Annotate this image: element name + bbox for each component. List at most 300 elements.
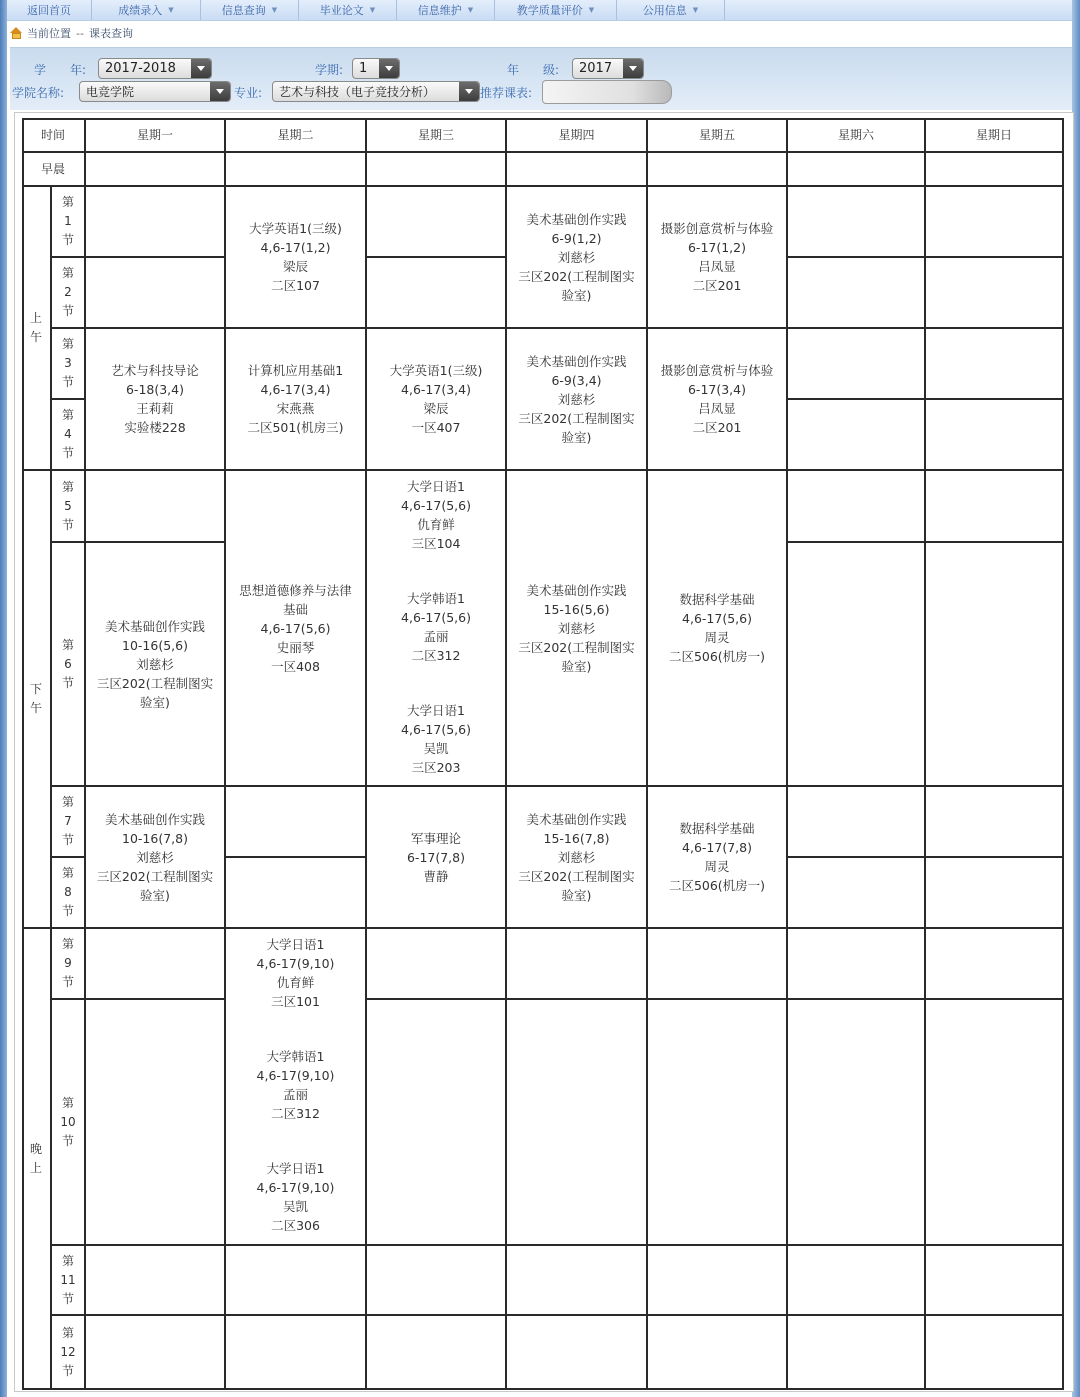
course-weeks: 10-16(7,8) [122,830,188,846]
course-room: 三区202(工程制图实 [96,675,214,691]
cell-fri-p12b [648,1316,788,1390]
period-char: 节 [61,233,74,247]
header-sunday [926,118,1064,153]
period-char: 第 [61,937,74,951]
period-char: 第 [61,637,74,652]
course-room: 二区201 [692,420,742,435]
period-char: 第 [61,195,74,209]
period-char: 7 [64,814,72,828]
nav-teaching-evaluation-label: 教学质量评价 [516,4,583,17]
cell-morning-thu [507,153,648,187]
course-weeks: 4,6-17(9,10) [256,1180,335,1195]
course-entry [97,810,213,905]
course-room: 三区202(工程制图实 [518,868,635,884]
course-room: 二区312 [411,648,461,663]
course-entry [518,352,634,447]
recommend-label: 推荐课表: [480,86,533,100]
group-char: 晚 [29,1141,42,1156]
course-entry [401,477,471,553]
course-teacher: 仇育鲜 [276,975,315,990]
course-teacher: 王莉莉 [136,401,174,416]
header-tuesday [226,118,367,153]
header-time [22,118,86,153]
year-label: 学 年: [34,63,87,77]
course-teacher: 刘慈杉 [557,391,596,407]
chevron-down-icon: ▼ [369,6,376,14]
cell-wed-p10 [367,1000,507,1246]
cell-sun-p8 [926,858,1064,929]
course-room-cont: 验室) [561,287,592,303]
nav-info-query[interactable] [201,0,299,20]
cell-fri-p12[interactable] [648,187,788,329]
nav-public-info[interactable] [617,0,725,20]
period-char: 第 [61,866,74,880]
course-weeks: 4,6-17(1,2) [260,240,331,255]
period-4 [52,400,86,471]
cell-sun-p12 [926,1316,1064,1390]
group-evening [22,929,52,1390]
cell-morning-sun [926,153,1064,187]
course-room: 三区104 [411,536,461,551]
cell-tue-p8 [226,858,367,929]
college-select-value: 电竞学院 [86,85,135,99]
header-sunday-label: 星期日 [975,127,1012,142]
cell-tue-p11 [226,1246,367,1316]
cell-thu-p9 [507,929,648,1000]
cell-sat-p1 [788,187,926,258]
course-name: 思想道德修养与法律 [239,582,352,598]
cell-morning-wed [367,153,507,187]
course-teacher: 刘慈杉 [557,849,596,865]
course-entry [669,819,765,895]
course-entry [249,219,342,295]
period-9 [52,929,86,1000]
course-entry [257,935,335,1011]
header-friday-label: 星期五 [698,127,735,142]
nav-home[interactable] [7,0,92,20]
major-select-value: 艺术与科技（电子竞技分析） [279,85,436,99]
course-weeks: 4,6-17(5,6) [401,498,471,513]
course-name: 美术基础创作实践 [526,582,627,598]
course-weeks: 6-9(3,4) [551,372,602,388]
course-name: 美术基础创作实践 [104,618,205,634]
course-room: 二区506(机房一) [668,649,766,664]
course-entry [111,361,199,437]
course-name: 数据科学基础 [679,821,755,836]
course-name: 大学英语1(三级) [389,363,483,378]
grade-label: 年 级: [507,63,560,77]
nav-home-label: 返回首页 [27,4,71,17]
course-entry [390,361,483,437]
header-time-label: 时间 [40,127,65,142]
cell-mon-p78[interactable] [86,787,226,929]
chevron-down-icon: ▼ [467,6,474,14]
course-name: 大学日语1 [407,479,465,494]
grade-select[interactable] [572,58,644,79]
cell-wed-p11 [367,1246,507,1316]
period-char: 第 [61,337,74,351]
course-teacher: 周灵 [704,859,730,874]
course-room: 三区203 [411,760,461,775]
cell-morning-mon [86,153,226,187]
cell-sat-p3 [788,329,926,400]
course-entry [669,590,765,666]
period-char: 第 [61,795,74,809]
course-name: 大学韩语1 [407,591,465,606]
course-weeks: 4,6-17(3,4) [260,382,331,397]
period-char: 节 [61,304,74,318]
course-entry [257,1159,335,1235]
course-weeks: 4,6-17(5,6) [260,620,331,636]
cell-sun-p6 [926,543,1064,787]
period-6 [52,543,86,787]
cell-sat-p8 [788,858,926,929]
college-label: 学院名称: [12,86,65,100]
course-room-cont: 验室) [140,887,170,903]
nav-info-maintenance[interactable] [397,0,495,20]
top-nav-bar [7,0,1072,21]
cell-sun-p11 [926,1246,1064,1316]
cell-tue-p56[interactable] [226,471,367,787]
period-char: 第 [61,1253,74,1268]
course-name: 大学日语1 [266,937,325,952]
breadcrumb-current-page: 课表查询 [88,27,133,40]
period-char: 节 [61,975,74,989]
course-teacher: 周灵 [704,630,730,645]
course-name: 大学韩语1 [266,1049,325,1064]
course-teacher: 吕凤显 [698,259,736,274]
term-select[interactable] [352,58,400,79]
cell-mon-p9 [86,929,226,1000]
period-char: 5 [64,498,72,513]
course-entry [257,1047,335,1123]
course-room: 实验楼228 [124,420,186,435]
cell-mon-p5 [86,471,226,543]
nav-grade-entry-label: 成绩录入 [118,4,163,17]
chevron-down-icon: ▼ [168,6,174,14]
dropdown-arrow-icon [210,82,230,101]
header-saturday [788,118,926,153]
period-char: 第 [61,408,74,422]
course-weeks: 4,6-17(5,6) [682,611,752,626]
cell-fri-p78[interactable] [648,787,788,929]
cell-fri-p56[interactable] [648,471,788,787]
course-room: 二区312 [271,1106,320,1121]
course-room-cont: 验室) [561,887,592,903]
college-select[interactable] [79,81,231,102]
course-room: 二区201 [692,278,742,293]
cell-fri-p10 [648,1000,788,1246]
cell-thu-p56[interactable] [507,471,648,787]
course-teacher: 吴凯 [282,1199,308,1214]
group-char: 上 [29,311,42,325]
cell-thu-p34[interactable] [507,329,648,471]
cell-mon-p34[interactable] [86,329,226,471]
course-weeks: 10-16(5,6) [122,637,188,653]
nav-info-query-label: 信息查询 [221,4,266,17]
cell-tue-p12[interactable] [226,187,367,329]
cell-thu-p10 [507,1000,648,1246]
course-teacher: 孟丽 [423,629,449,644]
course-name: 大学日语1 [407,703,465,718]
period-char: 节 [61,904,74,918]
course-weeks: 4,6-17(9,10) [256,1068,335,1083]
course-entry [661,361,774,437]
chevron-down-icon: ▼ [271,6,278,14]
period-char: 1 [64,214,72,228]
period-char: 节 [61,1363,74,1378]
course-name: 美术基础创作实践 [526,211,627,227]
period-7 [52,787,86,858]
cell-sat-p11 [788,1246,926,1316]
group-char: 下 [29,682,42,696]
period-5 [52,471,86,543]
period-char: 第 [61,266,74,280]
cell-morning-fri [648,153,788,187]
row-morning-label [22,153,86,187]
course-teacher: 刘慈杉 [136,849,174,865]
course-name: 数据科学基础 [679,592,755,607]
cell-fri-p9 [648,929,788,1000]
cell-mon-p2 [86,258,226,329]
term-select-value: 1 [359,61,368,76]
period-char: 节 [61,517,74,532]
cell-thu-p78[interactable] [507,787,648,929]
cell-sun-p4 [926,400,1064,471]
header-friday [648,118,788,153]
cell-tue-p34[interactable] [226,329,367,471]
course-room: 二区107 [271,278,320,293]
course-room: 二区501(机房三) [247,420,344,435]
cell-sun-p1 [926,187,1064,258]
year-select[interactable] [98,58,212,79]
group-forenoon [22,187,52,471]
nav-grade-entry[interactable] [92,0,201,20]
header-saturday-label: 星期六 [837,127,874,142]
cell-sat-p2 [788,258,926,329]
course-teacher: 史丽琴 [276,639,315,655]
course-weeks: 4,6-17(5,6) [401,610,471,625]
period-char: 12 [60,1344,76,1359]
major-select[interactable] [272,81,480,102]
course-room-cont: 验室) [561,658,592,674]
cell-thu-p12[interactable] [507,187,648,329]
period-12 [52,1316,86,1390]
term-label: 学期: [315,63,344,77]
course-room: 三区202(工程制图实 [518,268,635,284]
period-11 [52,1246,86,1316]
course-entry [518,210,634,305]
header-tuesday-label: 星期二 [277,127,314,142]
recommend-select[interactable] [542,80,672,104]
nav-teaching-evaluation[interactable] [495,0,617,20]
course-entry [401,589,471,665]
course-room: 三区202(工程制图实 [518,410,635,426]
cell-sat-p9 [788,929,926,1000]
header-wednesday [367,118,507,153]
header-thursday [507,118,648,153]
course-room-cont: 验室) [140,694,170,710]
cell-sun-p7 [926,787,1064,858]
nav-public-info-label: 公用信息 [642,4,687,17]
course-name-cont: 基础 [282,601,308,617]
course-weeks: 6-17(3,4) [687,382,746,397]
course-entry [97,617,213,712]
cell-sun-p2 [926,258,1064,329]
chevron-down-icon: ▼ [588,6,595,14]
cell-tue-p7 [226,787,367,858]
group-char: 上 [29,1160,42,1175]
course-entry [518,581,634,676]
cell-sun-p3 [926,329,1064,400]
course-name: 美术基础创作实践 [104,811,205,827]
course-teacher: 吴凯 [423,741,449,756]
course-teacher: 仇育鲜 [417,517,455,532]
course-name: 摄影创意赏析与体验 [660,221,774,236]
cell-mon-p56[interactable] [86,543,226,787]
header-wednesday-label: 星期三 [417,127,454,142]
cell-fri-p11 [648,1246,788,1316]
course-name: 艺术与科技导论 [111,363,199,378]
course-name: 大学日语1 [266,1161,325,1176]
period-char: 节 [61,375,74,389]
course-entry [407,829,465,886]
course-weeks: 4,6-17(9,10) [256,956,335,971]
breadcrumb-label: 当前位置 [27,27,71,40]
cell-wed-p78[interactable] [367,787,507,929]
cell-tue-p12b [226,1316,367,1390]
period-char: 6 [64,656,72,671]
period-char: 节 [61,1133,74,1148]
course-entry [518,810,634,905]
cell-sat-p7 [788,787,926,858]
group-afternoon [22,471,52,929]
course-weeks: 15-16(5,6) [543,601,610,617]
course-teacher: 曹静 [423,868,449,884]
period-3 [52,329,86,400]
course-name: 美术基础创作实践 [526,353,627,369]
nav-thesis[interactable] [299,0,397,20]
dropdown-arrow-icon [459,82,479,101]
cell-mon-p11 [86,1246,226,1316]
period-char: 第 [61,479,74,494]
course-teacher: 吕凤显 [698,401,736,416]
breadcrumb-separator: -- [76,26,84,40]
breadcrumb [10,22,133,44]
course-room-cont: 验室) [561,429,592,445]
course-weeks: 6-17(7,8) [406,849,465,865]
period-char: 3 [64,356,72,370]
header-monday [86,118,226,153]
course-room: 三区101 [271,994,320,1009]
course-entry [661,219,774,295]
home-icon [10,27,23,39]
dropdown-arrow-icon [623,59,643,78]
course-name: 计算机应用基础1 [247,363,344,378]
course-teacher: 梁辰 [282,259,308,274]
course-name: 军事理论 [410,830,461,846]
cell-sun-p10 [926,1000,1064,1246]
course-name: 大学英语1(三级) [249,221,342,236]
course-weeks: 4,6-17(3,4) [401,382,471,397]
cell-sun-p5 [926,471,1064,543]
cell-sat-p12 [788,1316,926,1390]
course-weeks: 15-16(7,8) [543,830,610,846]
period-char: 第 [61,1325,74,1340]
cell-wed-p56[interactable] [367,471,507,787]
course-room: 三区202(工程制图实 [518,639,635,655]
dropdown-arrow-icon [379,59,399,78]
period-char: 2 [64,285,72,299]
period-char: 节 [61,833,74,847]
group-char: 午 [29,701,42,715]
filter-panel [10,47,1072,110]
course-name: 美术基础创作实践 [526,811,627,827]
year-select-value: 2017-2018 [105,61,176,76]
morning-label: 早晨 [40,162,65,176]
cell-wed-p34[interactable] [367,329,507,471]
course-room: 二区506(机房一) [668,878,766,893]
course-entry [239,581,352,676]
nav-info-maintenance-label: 信息维护 [417,4,462,17]
period-char: 节 [61,675,74,690]
course-entry [401,701,471,777]
cell-morning-sat [788,153,926,187]
header-monday-label: 星期一 [136,127,173,142]
cell-sat-p6 [788,543,926,787]
period-char: 11 [60,1272,76,1287]
period-char: 10 [60,1114,76,1129]
course-teacher: 刘慈杉 [557,249,596,265]
cell-sun-p9 [926,929,1064,1000]
cell-sat-p5 [788,471,926,543]
window-left-border [0,0,7,1397]
period-8 [52,858,86,929]
period-char: 8 [64,885,72,899]
period-char: 节 [61,446,74,460]
course-entry [247,361,343,437]
period-10 [52,1000,86,1246]
course-weeks: 4,6-17(5,6) [401,722,471,737]
course-room: 二区306 [271,1218,320,1233]
cell-mon-p12 [86,1316,226,1390]
course-weeks: 4,6-17(7,8) [682,840,752,855]
period-char: 4 [64,427,72,441]
grade-select-value: 2017 [579,61,613,76]
cell-wed-p2 [367,258,507,329]
course-weeks: 6-18(3,4) [125,382,184,397]
cell-fri-p34[interactable] [648,329,788,471]
cell-mon-p1 [86,187,226,258]
course-weeks: 6-9(1,2) [551,230,602,246]
nav-thesis-label: 毕业论文 [319,4,364,17]
cell-tue-p910[interactable] [226,929,367,1246]
period-char: 第 [61,1095,74,1110]
course-teacher: 孟丽 [282,1087,308,1102]
period-char: 9 [64,956,72,970]
group-char: 午 [29,330,42,344]
major-label: 专业: [234,86,263,100]
header-thursday-label: 星期四 [558,127,595,142]
cell-wed-p12 [367,1316,507,1390]
cell-thu-p12b [507,1316,648,1390]
cell-mon-p10 [86,1000,226,1246]
course-teacher: 刘慈杉 [136,656,174,672]
cell-thu-p11 [507,1246,648,1316]
course-weeks: 6-17(1,2) [687,240,746,255]
course-room: 一区407 [411,420,461,435]
period-2 [52,258,86,329]
